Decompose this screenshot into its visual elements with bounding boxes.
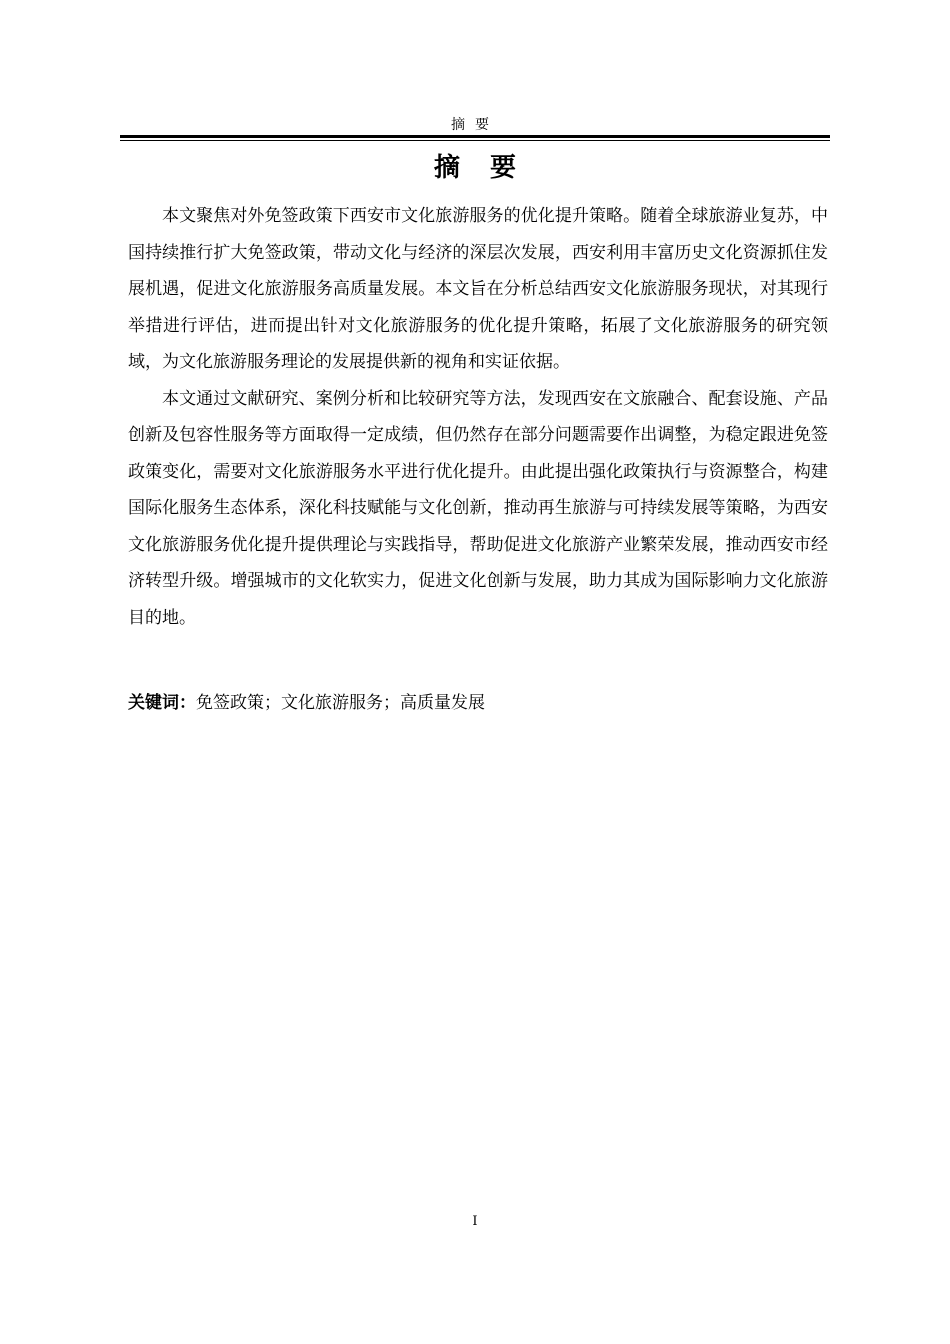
keywords-value: 免签政策；文化旅游服务；高质量发展 — [196, 693, 485, 713]
abstract-body — [128, 198, 828, 636]
abstract-paragraph-1: 本文聚焦对外免签政策下西安市文化旅游服务的优化提升策略。随着全球旅游业复苏，中国持续推行扩大免签政策，带动文化与经济的深层次发展，西安利用丰富历史文化资源抓住发展机遇，促进文化旅游服务高质量发展。本文旨在分析总结西安文化旅游服务现状，对其现行举措进行评估，进而提出针对文化旅游服务的优化提升策略，拓展了文化旅游服务的研究领域，为文化旅游服务理论的发展提供新的视角和实证依据。 — [128, 206, 828, 372]
page-number: I — [472, 1214, 478, 1229]
header-rule-thin — [120, 140, 830, 141]
running-header: 摘要 — [451, 117, 499, 133]
header-rule-thick — [120, 135, 830, 138]
keywords-line — [128, 688, 828, 718]
keywords-label: 关键词： — [128, 693, 196, 713]
abstract-paragraph-2: 本文通过文献研究、案例分析和比较研究等方法，发现西安在文旅融合、配套设施、产品创新及包容性服务等方面取得一定成绩，但仍然存在部分问题需要作出调整，为稳定跟进免签政策变化，需要对文化旅游服务水平进行优化提升。由此提出强化政策执行与资源整合，构建国际化服务生态体系，深化科技赋能与文化创新，推动再生旅游与可持续发展等策略，为西安文化旅游服务优化提升提供理论与实践指导，帮助促进文化旅游产业繁荣发展，推动西安市经济转型升级。增强城市的文化软实力，促进文化创新与发展，助力其成为国际影响力文化旅游目的地。 — [128, 388, 828, 628]
page-title: 摘要 — [433, 153, 546, 183]
